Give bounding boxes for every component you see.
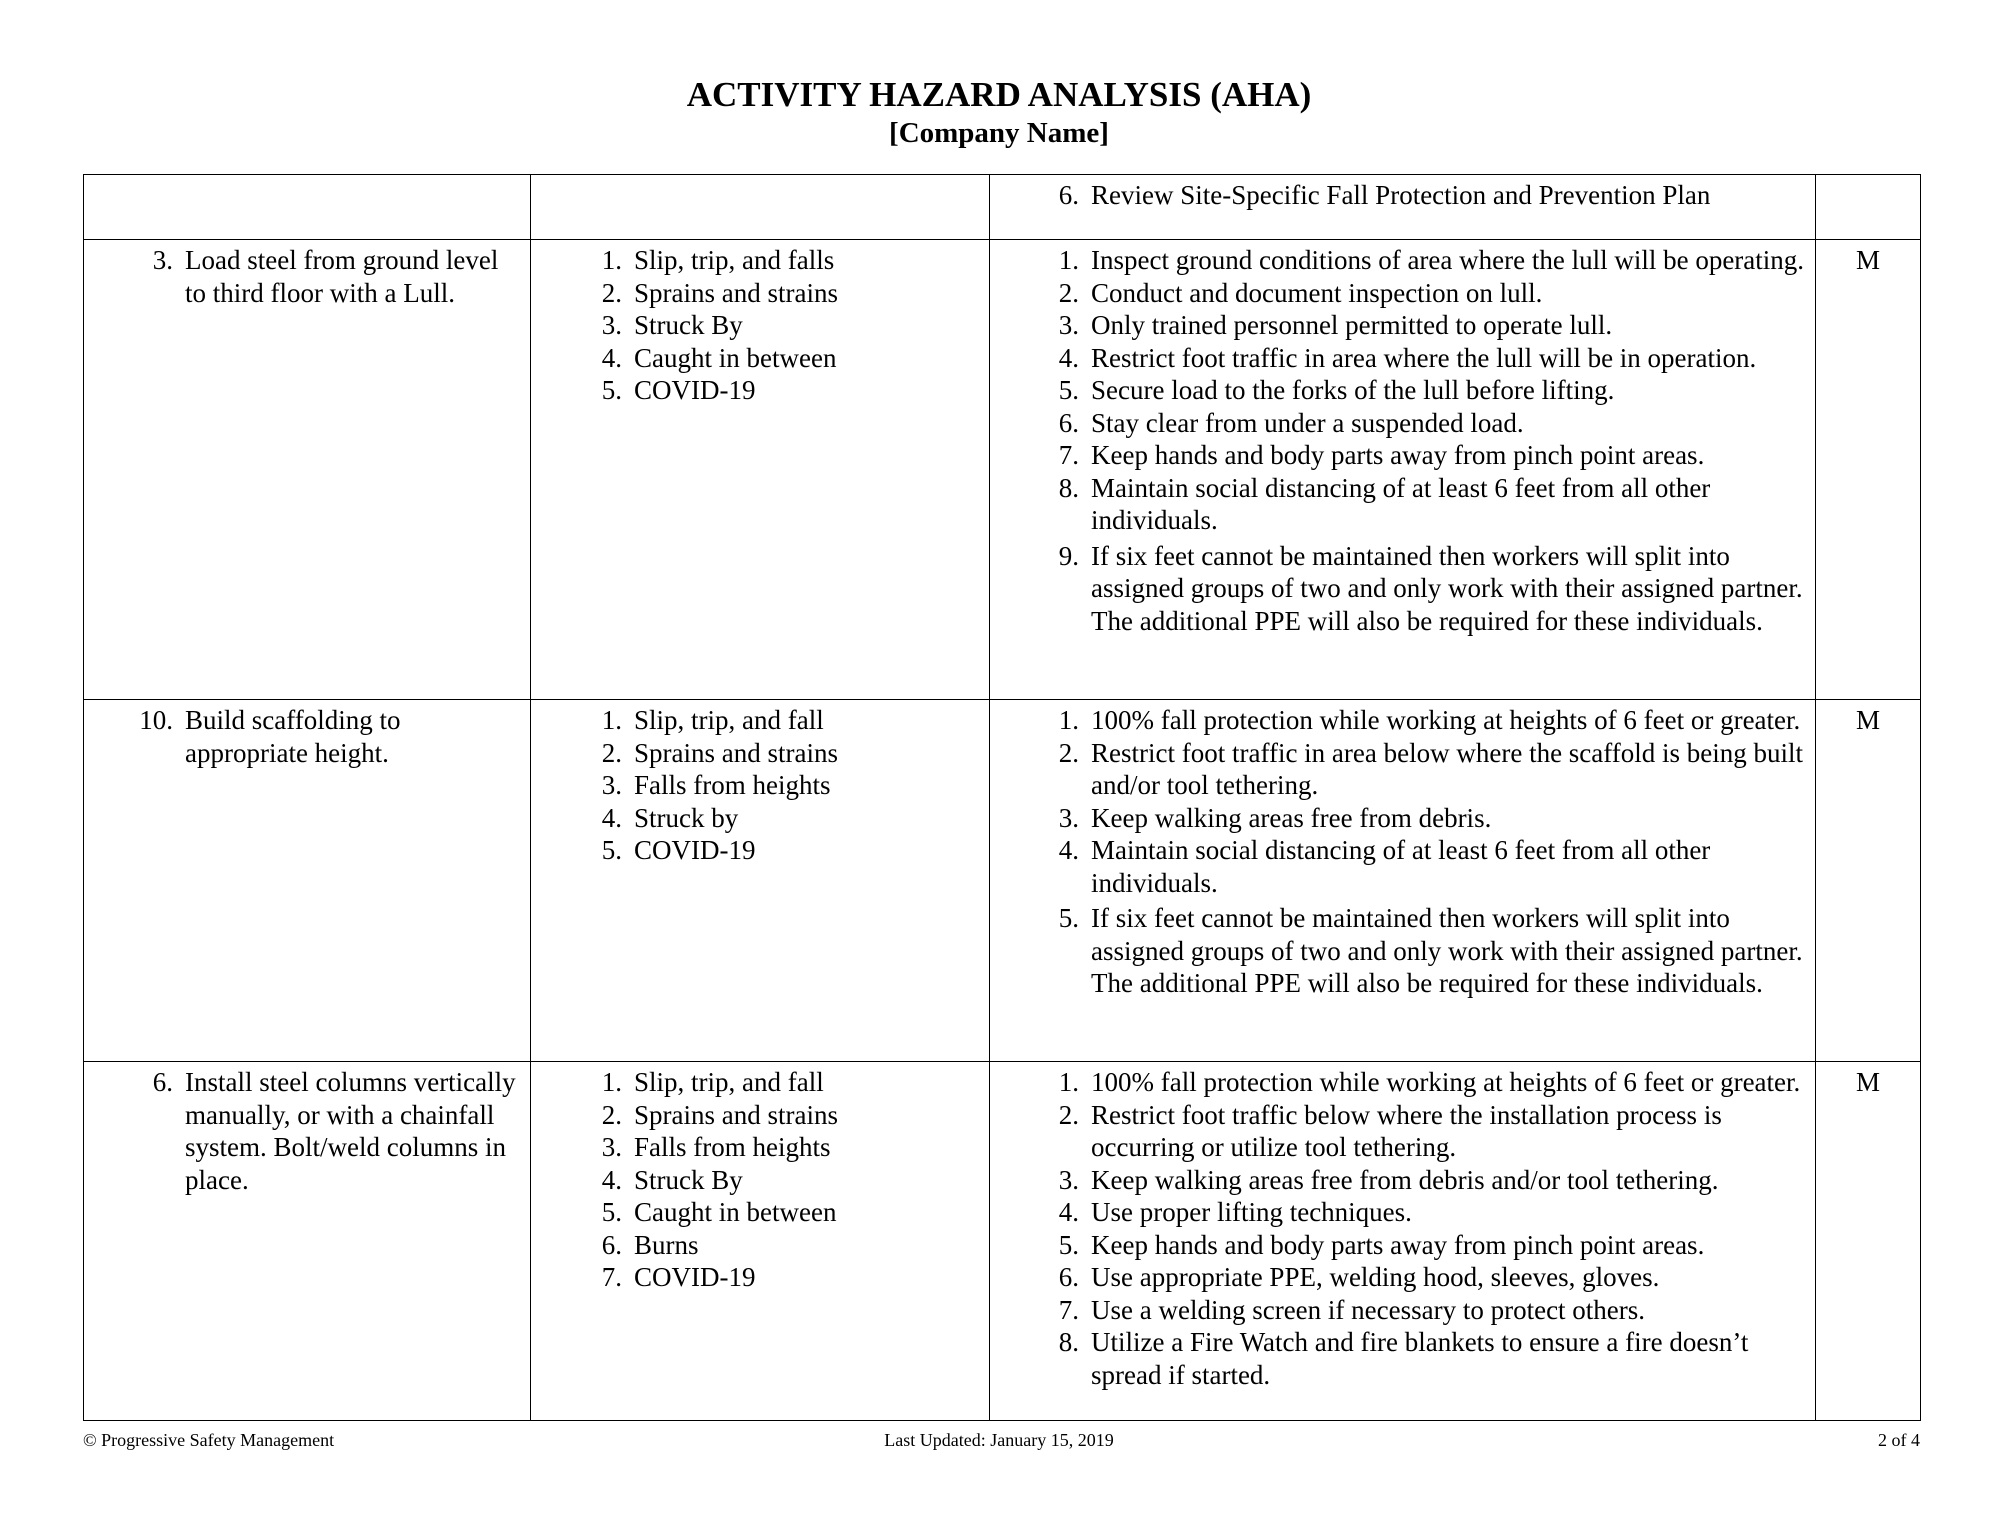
hazard-item bbox=[537, 1164, 983, 1197]
step-text: Build scaffolding to appropriate height. bbox=[185, 705, 401, 768]
control-text: Conduct and document inspection on lull. bbox=[1091, 277, 1543, 308]
control-number: 4. bbox=[1058, 1197, 1079, 1227]
table-row bbox=[84, 240, 1921, 700]
step-cell bbox=[84, 240, 531, 700]
control-number: 2. bbox=[1058, 277, 1079, 308]
hazard-number: 4. bbox=[601, 802, 622, 833]
rac-cell: M bbox=[1816, 1062, 1921, 1421]
control-item bbox=[996, 407, 1809, 440]
hazard-text: Caught in between bbox=[634, 342, 837, 373]
control-number: 1. bbox=[1058, 1067, 1079, 1097]
hazard-cell bbox=[531, 1062, 990, 1421]
control-cell bbox=[990, 1062, 1816, 1421]
control-item bbox=[996, 244, 1809, 277]
control-text: Keep walking areas free from debris. bbox=[1091, 802, 1492, 833]
hazard-item bbox=[537, 1066, 983, 1099]
hazard-number: 6. bbox=[601, 1229, 622, 1260]
step-cell bbox=[84, 1062, 531, 1421]
control-number: 5. bbox=[1058, 375, 1079, 405]
hazard-text: Sprains and strains bbox=[634, 277, 838, 308]
control-item bbox=[996, 902, 1809, 1000]
control-item bbox=[996, 1229, 1809, 1262]
hazard-item bbox=[537, 834, 983, 867]
step-text: Load steel from ground level to third floor with a Lull. bbox=[185, 245, 499, 308]
control-number: 3. bbox=[1058, 1164, 1079, 1195]
hazard-cell bbox=[531, 700, 990, 1062]
hazard-text: Sprains and strains bbox=[634, 1099, 838, 1130]
hazard-number: 1. bbox=[601, 1067, 622, 1097]
hazard-text: Struck By bbox=[634, 1164, 743, 1195]
control-text: Keep hands and body parts away from pinch point areas. bbox=[1091, 440, 1705, 470]
step-cell bbox=[84, 700, 531, 1062]
control-number: 7. bbox=[1058, 440, 1079, 470]
control-item bbox=[996, 802, 1809, 835]
hazard-number: 4. bbox=[601, 1164, 622, 1195]
hazard-item bbox=[537, 342, 983, 375]
step-number: 6. bbox=[152, 1067, 173, 1097]
control-text: If six feet cannot be maintained then workers will split into assigned groups of two and only work with their assigned partner. The additional PPE will also be required for these individuals. bbox=[1091, 903, 1803, 998]
hazard-text: Falls from heights bbox=[634, 1132, 831, 1162]
hazard-number: 2. bbox=[601, 737, 622, 768]
hazard-number: 5. bbox=[601, 375, 622, 405]
hazard-text: Struck By bbox=[634, 310, 743, 340]
control-item bbox=[996, 472, 1809, 537]
control-text: Secure load to the forks of the lull before lifting. bbox=[1091, 375, 1615, 405]
control-item bbox=[996, 1099, 1809, 1164]
hazard-text: Slip, trip, and falls bbox=[634, 245, 835, 275]
hazard-number: 2. bbox=[601, 277, 622, 308]
hazard-text: Sprains and strains bbox=[634, 737, 838, 768]
control-number: 1. bbox=[1058, 245, 1079, 275]
hazard-cell bbox=[531, 240, 990, 700]
control-item bbox=[996, 374, 1809, 407]
step-cell bbox=[84, 175, 531, 240]
list-text: Review Site-Specific Fall Protection and Prevention Plan bbox=[1091, 180, 1711, 210]
hazard-text: Slip, trip, and fall bbox=[634, 1067, 824, 1097]
hazard-item bbox=[537, 704, 983, 737]
hazard-text: Struck by bbox=[634, 802, 739, 833]
control-number: 7. bbox=[1058, 1294, 1079, 1325]
control-number: 6. bbox=[1058, 407, 1079, 438]
control-text: Restrict foot traffic in area where the lull will be in operation. bbox=[1091, 342, 1757, 373]
footer-copyright: © Progressive Safety Management bbox=[83, 1430, 335, 1450]
control-item bbox=[996, 737, 1809, 802]
hazard-number: 1. bbox=[601, 705, 622, 735]
hazard-item bbox=[537, 802, 983, 835]
control-item bbox=[996, 1261, 1809, 1294]
rac-cell bbox=[1816, 175, 1921, 240]
control-text: Keep hands and body parts away from pinch point areas. bbox=[1091, 1229, 1705, 1260]
control-text: 100% fall protection while working at heights of 6 feet or greater. bbox=[1091, 705, 1801, 735]
control-text: Maintain social distancing of at least 6 feet from all other individuals. bbox=[1091, 472, 1711, 535]
control-text: If six feet cannot be maintained then workers will split into assigned groups of two and only work with their assigned partner. The additional PPE will also be required for these individuals. bbox=[1091, 540, 1803, 636]
hazard-number: 1. bbox=[601, 245, 622, 275]
hazard-item bbox=[537, 277, 983, 310]
control-cell bbox=[990, 240, 1816, 700]
hazard-item bbox=[537, 769, 983, 802]
control-text: Keep walking areas free from debris and/or tool tethering. bbox=[1091, 1164, 1719, 1195]
hazard-item bbox=[537, 309, 983, 342]
aha-table bbox=[83, 174, 1921, 1421]
control-text: 100% fall protection while working at heights of 6 feet or greater. bbox=[1091, 1067, 1801, 1097]
control-item bbox=[996, 1294, 1809, 1327]
control-number: 3. bbox=[1058, 802, 1079, 833]
list-number: 6. bbox=[1058, 180, 1079, 210]
hazard-number: 5. bbox=[601, 1197, 622, 1227]
hazard-item bbox=[537, 737, 983, 770]
control-item bbox=[996, 309, 1809, 342]
hazard-item bbox=[537, 1229, 983, 1262]
control-item bbox=[996, 1164, 1809, 1197]
control-number: 2. bbox=[1058, 1099, 1079, 1130]
hazard-cell bbox=[531, 175, 990, 240]
job-step bbox=[90, 1066, 524, 1196]
hazard-text: Caught in between bbox=[634, 1197, 837, 1227]
control-text: Maintain social distancing of at least 6 feet from all other individuals. bbox=[1091, 835, 1711, 898]
hazard-number: 3. bbox=[601, 310, 622, 340]
control-item bbox=[996, 1066, 1809, 1099]
table-row-continuation bbox=[84, 175, 1921, 240]
hazard-item bbox=[537, 374, 983, 407]
job-step bbox=[90, 704, 524, 769]
control-text: Utilize a Fire Watch and fire blankets to ensure a fire doesn’t spread if started. bbox=[1091, 1327, 1749, 1390]
control-item bbox=[996, 540, 1809, 638]
hazard-item bbox=[537, 1099, 983, 1132]
control-number: 8. bbox=[1058, 1327, 1079, 1357]
rac-cell: M bbox=[1816, 700, 1921, 1062]
rac-cell: M bbox=[1816, 240, 1921, 700]
control-text: Use proper lifting techniques. bbox=[1091, 1197, 1412, 1227]
hazard-number: 5. bbox=[601, 835, 622, 865]
hazard-text: COVID-19 bbox=[634, 835, 756, 865]
hazard-item bbox=[537, 1261, 983, 1294]
job-step bbox=[90, 244, 524, 309]
control-text: Inspect ground conditions of area where the lull will be operating. bbox=[1091, 245, 1805, 275]
step-number: 3. bbox=[152, 245, 173, 275]
table-row bbox=[84, 700, 1921, 1062]
hazard-number: 3. bbox=[601, 1132, 622, 1162]
control-text: Restrict foot traffic below where the installation process is occurring or utilize tool tethering. bbox=[1091, 1099, 1722, 1162]
hazard-text: Falls from heights bbox=[634, 770, 831, 800]
control-cell bbox=[990, 700, 1816, 1062]
control-item bbox=[996, 1326, 1809, 1391]
control-number: 4. bbox=[1058, 835, 1079, 865]
company-name: [Company Name] bbox=[889, 117, 1109, 149]
control-number: 2. bbox=[1058, 737, 1079, 768]
hazard-number: 2. bbox=[601, 1099, 622, 1130]
hazard-item bbox=[537, 1196, 983, 1229]
hazard-text: COVID-19 bbox=[634, 1262, 756, 1292]
control-item bbox=[996, 277, 1809, 310]
hazard-item bbox=[537, 244, 983, 277]
hazard-number: 3. bbox=[601, 770, 622, 800]
hazard-item bbox=[537, 1131, 983, 1164]
control-text: Restrict foot traffic in area below where the scaffold is being built and/or tool tethering. bbox=[1091, 737, 1804, 800]
control-text: Use a welding screen if necessary to protect others. bbox=[1091, 1294, 1646, 1325]
control-number: 5. bbox=[1058, 1229, 1079, 1260]
step-text: Install steel columns vertically manually, or with a chainfall system. Bolt/weld columns in place. bbox=[185, 1067, 516, 1195]
control-text: Stay clear from under a suspended load. bbox=[1091, 407, 1524, 438]
hazard-text: Slip, trip, and fall bbox=[634, 705, 824, 735]
hazard-number: 4. bbox=[601, 342, 622, 373]
control-number: 6. bbox=[1058, 1262, 1079, 1292]
control-item bbox=[996, 1196, 1809, 1229]
step-number: 10. bbox=[139, 705, 173, 735]
control-number: 9. bbox=[1058, 540, 1079, 571]
control-item bbox=[996, 704, 1809, 737]
footer-last-updated: Last Updated: January 15, 2019 bbox=[884, 1430, 1114, 1450]
control-number: 5. bbox=[1058, 903, 1079, 933]
control-item bbox=[996, 342, 1809, 375]
footer-page-number: 2 of 4 bbox=[1878, 1430, 1920, 1450]
hazard-text: Burns bbox=[634, 1229, 699, 1260]
control-item bbox=[996, 439, 1809, 472]
hazard-text: COVID-19 bbox=[634, 375, 756, 405]
control-number: 1. bbox=[1058, 705, 1079, 735]
list-item bbox=[996, 179, 1809, 212]
control-text: Only trained personnel permitted to operate lull. bbox=[1091, 310, 1613, 340]
control-number: 3. bbox=[1058, 310, 1079, 340]
control-cell bbox=[990, 175, 1816, 240]
document-title: ACTIVITY HAZARD ANALYSIS (AHA) bbox=[686, 75, 1312, 114]
control-number: 4. bbox=[1058, 342, 1079, 373]
control-text: Use appropriate PPE, welding hood, sleeves, gloves. bbox=[1091, 1262, 1660, 1292]
table-row bbox=[84, 1062, 1921, 1421]
hazard-number: 7. bbox=[601, 1262, 622, 1292]
control-item bbox=[996, 834, 1809, 899]
control-number: 8. bbox=[1058, 472, 1079, 503]
